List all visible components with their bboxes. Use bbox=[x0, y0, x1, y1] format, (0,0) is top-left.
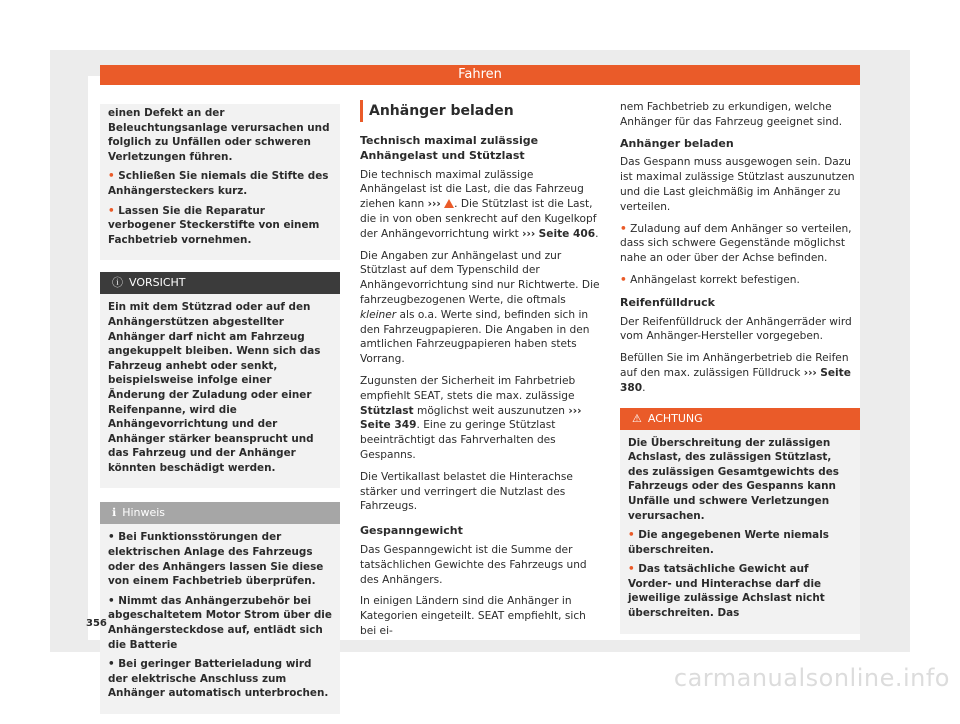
paragraph-befuellen: Befüllen Sie im Anhängerbetrieb die Reifen auf den max. zulässigen Fülldruck ››› Seite 380. bbox=[620, 352, 851, 394]
link-seite-406[interactable]: Seite 406 bbox=[538, 227, 596, 240]
column-left bbox=[100, 104, 340, 724]
heading-reifenfuelldruck: Reifenfülldruck bbox=[620, 295, 715, 309]
info-circle-icon: ⓘ bbox=[112, 276, 123, 290]
paragraph-5: Das Gespanngewicht ist die Summe der tatsächlichen Gewichte des Fahrzeugs und des Anhängers. bbox=[360, 543, 587, 586]
achtung-bullet-1: • Die angegebenen Werte niemals überschreiten. bbox=[628, 529, 829, 556]
heading-anhaengelast: Technisch maximal zulässige Anhängelast und Stützlast bbox=[360, 134, 539, 162]
bullet-befestigen: • Anhängelast korrekt befestigen. bbox=[620, 273, 800, 286]
hinweis-item-3: • Bei geringer Batterieladung wird der elektrische Anschluss zum Anhänger automatisch unterbrochen. bbox=[108, 658, 329, 700]
paragraph-4: Die Vertikallast belastet die Hinterachse stärker und verringert die Nutzlast des Fahrzeugs. bbox=[360, 470, 573, 513]
section-title: Anhänger beladen bbox=[360, 100, 600, 122]
paragraph-reifen: Der Reifenfülldruck der Anhängerräder wird vom Anhänger-Hersteller vorgegeben. bbox=[620, 315, 852, 343]
warning-triangle-icon bbox=[444, 199, 454, 208]
hinweis-header: ℹ Hinweis bbox=[100, 502, 340, 524]
watermark: carmanualsonline.info bbox=[673, 664, 950, 692]
link-seite-380[interactable]: Seite 380 bbox=[620, 366, 851, 394]
warning-continuation-box bbox=[100, 104, 340, 260]
column-right bbox=[620, 100, 860, 644]
achtung-header: ⚠ ACHTUNG bbox=[620, 408, 860, 430]
warning-bullet-2: • Lassen Sie die Reparatur verbogener Steckerstifte von einem Fachbetrieb vornehmen. bbox=[108, 204, 320, 246]
page-header: Fahren bbox=[100, 65, 860, 85]
bullet-zuladung: • Zuladung auf dem Anhänger so verteilen, dass sich schwere Gegenstände möglichst nahe an oder über der Achse befinden. bbox=[620, 222, 852, 265]
link-seite-349[interactable]: Seite 349 bbox=[360, 419, 417, 432]
column-middle bbox=[360, 100, 600, 646]
achtung-bullet-2: • Das tatsächliche Gewicht auf Vorder- und Hinterachse darf die jeweilige zulässige Achslast nicht überschreiten. Das bbox=[628, 563, 825, 620]
info-icon: ℹ bbox=[112, 506, 117, 520]
hinweis-item-1: • Bei Funktionsstörungen der elektrischen Anlage des Fahrzeugs oder des Anhängers lassen Sie diese von einem Fachbetrieb überprüfen. bbox=[108, 531, 324, 588]
paragraph-continued: nem Fachbetrieb zu erkundigen, welche Anhänger für das Fahrzeug geeignet sind. bbox=[620, 101, 843, 128]
vorsicht-text: Ein mit dem Stützrad oder auf den Anhängerstützen abgestellter Anhänger darf nicht am Fahrzeug angekuppelt bleiben. Wenn sich das Fahrzeug anhebt oder senkt, beispielsweise infolge einer Änderung der Zuladung oder einer Reifenpanne, wird die Anhängevorrichtung und der Anhänger stärker beansprucht und das Fahrzeug und der Anhänger könnten beschädigt werden. bbox=[108, 301, 321, 474]
achtung-box bbox=[620, 408, 860, 634]
warning-bullet-1: • Schließen Sie niemals die Stifte des Anhängersteckers kurz. bbox=[108, 170, 329, 197]
vorsicht-box bbox=[100, 272, 340, 488]
paragraph-1: Die technisch maximal zulässige Anhängelast ist die Last, die das Fahrzeug ziehen kann ››› . Die Stützlast ist die Last, die in von oben senkrecht auf den Kugelkopf der Anhängevorrichtung wirkt ››› Seite 406. bbox=[360, 168, 599, 240]
achtung-text: Die Überschreitung der zulässigen Achslast, des zulässigen Stützlast, des zulässigen Gesamtgewichts des Fahrzeugs oder des Gespanns kann Unfälle und schwere Verletzungen verursachen. bbox=[628, 436, 839, 522]
heading-anhaenger-beladen: Anhänger beladen bbox=[620, 136, 734, 150]
paragraph-2: Die Angaben zur Anhängelast und zur Stützlast auf dem Typenschild der Anhängevorrichtung sind nur Richtwerte. Die fahrzeugbezogenen Werte, die oftmals kleiner als o.a. Werte sind, befinden sich in den Fahrzeugpapieren. Die Angaben in den amtlichen Fahrzeugpapieren haben stets Vorrang. bbox=[360, 249, 600, 366]
warning-intro: einen Defekt an der Beleuchtungsanlage verursachen und folglich zu Unfällen oder schweren Verletzungen führen. bbox=[108, 107, 330, 163]
paragraph-beladen: Das Gespann muss ausgewogen sein. Dazu ist maximal zulässige Stützlast auszunutzen und die Last gleichmäßig im Anhänger zu verteilen. bbox=[620, 156, 855, 213]
paragraph-3: Zugunsten der Sicherheit im Fahrbetrieb empfiehlt SEAT, stets die max. zulässige Stützlast möglichst weit auszunutzen ››› Seite 349. Eine zu geringe Stützlast beeinträchtigt das Fahrverhalten des Gespanns. bbox=[360, 374, 582, 461]
vorsicht-header: ⓘ VORSICHT bbox=[100, 272, 340, 294]
paragraph-6: In einigen Ländern sind die Anhänger in Kategorien eingeteilt. SEAT empfiehlt, sich bei ei- bbox=[360, 595, 586, 637]
page-number: 356 bbox=[86, 618, 107, 629]
hinweis-item-2: • Nimmt das Anhängerzubehör bei abgeschaltetem Motor Strom über die Anhängersteckdose auf, entlädt sich die Batterie bbox=[108, 594, 332, 651]
warning-triangle-icon: ⚠ bbox=[632, 411, 642, 425]
heading-gespanngewicht: Gespanngewicht bbox=[360, 524, 463, 538]
hinweis-box bbox=[100, 502, 340, 714]
